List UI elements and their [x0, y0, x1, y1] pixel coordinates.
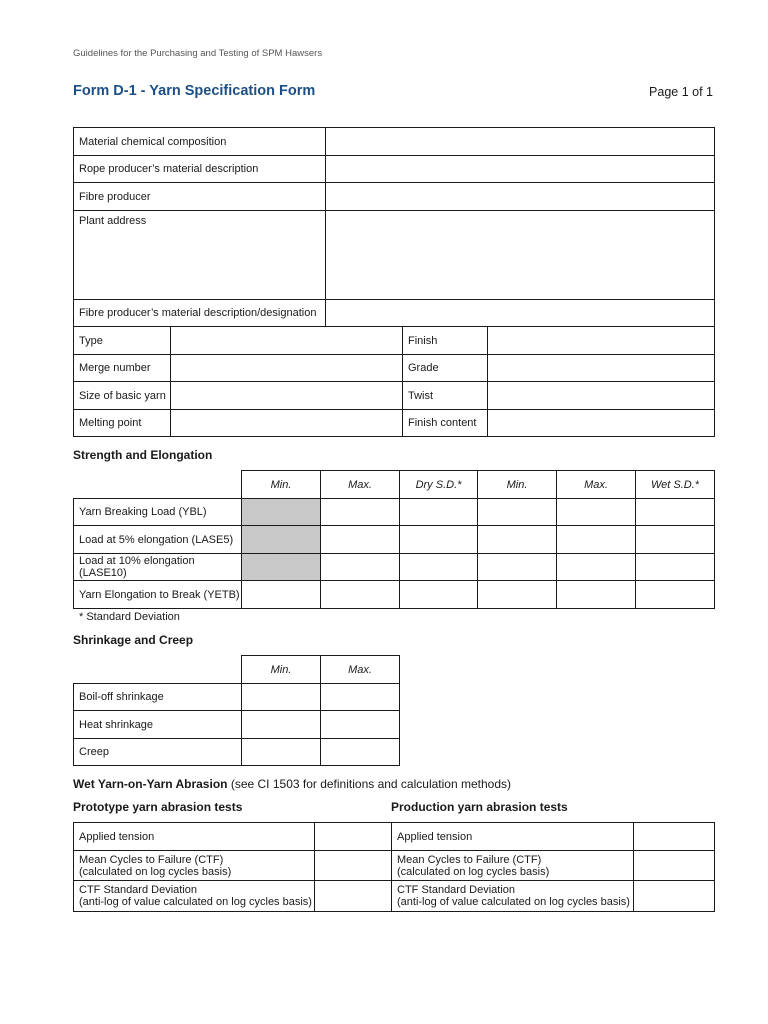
material-label: Fibre producer — [74, 183, 326, 211]
property-field[interactable] — [171, 410, 403, 437]
material-label: Rope producer’s material description — [74, 156, 326, 183]
col-header: Min. — [242, 656, 321, 684]
row-label — [74, 881, 315, 912]
value-cell[interactable] — [315, 823, 392, 851]
shrinkage-table — [73, 655, 400, 766]
material-label: Fibre producer’s material description/designation — [74, 300, 326, 327]
value-cell[interactable] — [315, 851, 392, 881]
property-label: Finish — [403, 327, 488, 355]
row-label-line2: (calculated on log cycles basis) — [79, 865, 232, 878]
row-label — [392, 881, 634, 912]
value-cell[interactable] — [242, 739, 321, 766]
col-header: Wet S.D.* — [636, 471, 715, 499]
col-header: Dry S.D.* — [400, 471, 478, 499]
col-header: Min. — [478, 471, 557, 499]
material-field[interactable] — [326, 128, 715, 156]
property-label: Type — [74, 327, 171, 355]
property-field[interactable] — [171, 327, 403, 355]
running-head: Guidelines for the Purchasing and Testing of SPM Hawsers — [73, 48, 323, 59]
material-field[interactable] — [326, 156, 715, 183]
header-spacer — [74, 656, 242, 684]
material-label: Material chemical composition — [74, 128, 326, 156]
row-label — [74, 851, 315, 881]
material-field[interactable] — [326, 300, 715, 327]
row-label: Yarn Elongation to Break (YETB) — [74, 581, 242, 609]
row-label: Applied tension — [392, 823, 634, 851]
value-cell[interactable] — [478, 554, 557, 581]
row-label: Boil-off shrinkage — [74, 684, 242, 711]
abrasion-title: Wet Yarn-on-Yarn Abrasion — [73, 777, 228, 791]
value-cell[interactable] — [636, 499, 715, 526]
abrasion-heading — [73, 777, 511, 791]
property-field[interactable] — [488, 355, 715, 382]
value-cell[interactable] — [242, 711, 321, 739]
row-label: Load at 10% elongation (LASE10) — [74, 554, 242, 581]
row-label-line2: (calculated on log cycles basis) — [397, 865, 550, 878]
strength-heading: Strength and Elongation — [73, 448, 213, 462]
col-header: Max. — [321, 656, 400, 684]
row-label-line2: (anti-log of value calculated on log cycles basis) — [79, 896, 312, 908]
value-cell[interactable] — [400, 499, 478, 526]
property-label: Twist — [403, 382, 488, 410]
row-label — [392, 851, 634, 881]
row-label-line1: Mean Cycles to Failure (CTF) — [79, 853, 224, 866]
strength-table — [73, 470, 715, 609]
shaded-cell — [242, 526, 321, 554]
value-cell[interactable] — [321, 526, 400, 554]
row-label: Creep — [74, 739, 242, 766]
value-cell[interactable] — [478, 499, 557, 526]
value-cell[interactable] — [321, 581, 400, 609]
value-cell[interactable] — [634, 881, 715, 912]
prototype-abrasion-table — [73, 822, 392, 912]
material-label: Plant address — [74, 211, 326, 300]
value-cell[interactable] — [634, 823, 715, 851]
prototype-heading: Prototype yarn abrasion tests — [73, 800, 243, 814]
row-label-line1: CTF Standard Deviation — [79, 884, 197, 896]
value-cell[interactable] — [557, 526, 636, 554]
row-label: Load at 5% elongation (LASE5) — [74, 526, 242, 554]
value-cell[interactable] — [400, 554, 478, 581]
footnote: * Standard Deviation — [79, 611, 180, 623]
abrasion-note: (see CI 1503 for definitions and calculation methods) — [230, 777, 511, 791]
value-cell[interactable] — [478, 581, 557, 609]
material-table — [73, 127, 715, 327]
value-cell[interactable] — [478, 526, 557, 554]
property-label: Finish content — [403, 410, 488, 437]
value-cell[interactable] — [242, 581, 321, 609]
col-header: Min. — [242, 471, 321, 499]
value-cell[interactable] — [321, 499, 400, 526]
value-cell[interactable] — [400, 581, 478, 609]
property-field[interactable] — [488, 410, 715, 437]
property-label: Merge number — [74, 355, 171, 382]
header-spacer — [74, 471, 242, 499]
value-cell[interactable] — [636, 554, 715, 581]
property-field[interactable] — [488, 382, 715, 410]
row-label: Applied tension — [74, 823, 315, 851]
property-field[interactable] — [488, 327, 715, 355]
value-cell[interactable] — [634, 851, 715, 881]
value-cell[interactable] — [557, 581, 636, 609]
property-field[interactable] — [171, 355, 403, 382]
row-label-line1: CTF Standard Deviation — [397, 884, 515, 896]
row-label: Heat shrinkage — [74, 711, 242, 739]
col-header: Max. — [321, 471, 400, 499]
material-field[interactable] — [326, 183, 715, 211]
material-field[interactable] — [326, 211, 715, 300]
value-cell[interactable] — [321, 684, 400, 711]
value-cell[interactable] — [557, 554, 636, 581]
production-abrasion-table — [391, 822, 715, 912]
value-cell[interactable] — [321, 554, 400, 581]
col-header: Max. — [557, 471, 636, 499]
page-number: Page 1 of 1 — [649, 85, 713, 99]
row-label-line1: Mean Cycles to Failure (CTF) — [397, 853, 542, 866]
shaded-cell — [242, 554, 321, 581]
value-cell[interactable] — [400, 526, 478, 554]
production-heading: Production yarn abrasion tests — [391, 800, 568, 814]
row-label-line2: (anti-log of value calculated on log cycles basis) — [397, 896, 630, 908]
property-label: Grade — [403, 355, 488, 382]
value-cell[interactable] — [636, 581, 715, 609]
properties-table — [73, 326, 715, 437]
value-cell[interactable] — [557, 499, 636, 526]
shrinkage-heading: Shrinkage and Creep — [73, 633, 194, 647]
value-cell[interactable] — [315, 881, 392, 912]
value-cell[interactable] — [636, 526, 715, 554]
form-title: Form D-1 - Yarn Specification Form — [73, 83, 316, 99]
value-cell[interactable] — [242, 684, 321, 711]
row-label: Yarn Breaking Load (YBL) — [74, 499, 242, 526]
value-cell[interactable] — [321, 711, 400, 739]
property-label: Melting point — [74, 410, 171, 437]
property-label: Size of basic yarn — [74, 382, 171, 410]
value-cell[interactable] — [321, 739, 400, 766]
property-field[interactable] — [171, 382, 403, 410]
shaded-cell — [242, 499, 321, 526]
